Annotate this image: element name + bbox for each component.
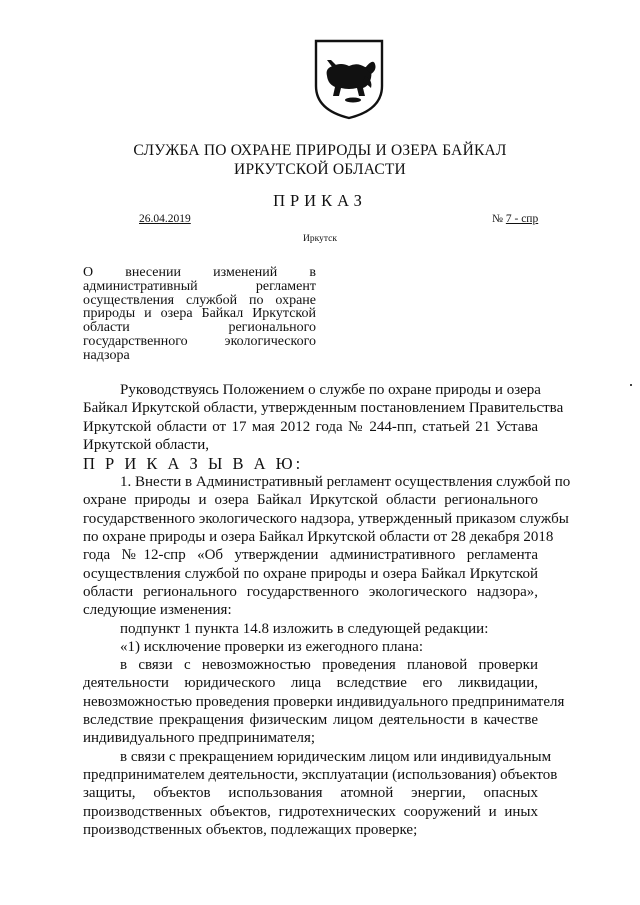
number-value: 7 - спр: [505, 213, 539, 225]
preamble-line: Руководствуясь Положением о службе по охране природы и озера: [120, 382, 541, 398]
subject-line: осуществления службой по охране: [83, 292, 316, 308]
paragraph-b-line: предпринимателем деятельности, эксплуатации (использования) объектов: [83, 766, 558, 783]
subpoint-line: подпункт 1 пункта 14.8 изложить в следующей редакции:: [120, 620, 489, 637]
paragraph-b-line: производственных объектов, гидротехнических сооружений и иных: [83, 803, 538, 820]
subject-line: административный регламент: [83, 278, 316, 294]
coat-of-arms-icon: [313, 38, 385, 120]
subpoint-line: «1) исключение проверки из ежегодного плана:: [120, 638, 423, 655]
preamble-line: Иркутской области,: [83, 436, 209, 453]
document-type-title: ПРИКАЗ: [273, 191, 367, 210]
order-word: П Р И К А З Ы В А Ю:: [83, 454, 304, 474]
subject-line: государственного экологического: [83, 333, 316, 349]
preamble-line: Иркутской области от 17 мая 2012 года № 244-пп, статьей 21 Устава: [83, 418, 538, 435]
document-number: [492, 213, 538, 225]
paragraph-b-line: в связи с прекращением юридическим лицом или индивидуальным: [120, 748, 552, 765]
item1-line: охране природы и озера Байкал Иркутской области регионального: [83, 492, 538, 509]
document-body: [83, 381, 571, 839]
paragraph-a-line: вследствие прекращения физическим лицом деятельности в качестве: [83, 712, 538, 729]
paragraph-a-line: деятельности юридического лица вследствие его ликвидации,: [83, 675, 538, 692]
item1-line: года №12-спр «Об утверждении административного регламента: [83, 547, 538, 564]
organization-name-line2: ИРКУТСКОЙ ОБЛАСТИ: [234, 161, 406, 178]
paragraph-a-line: невозможностью проведения проверки индивидуального предпринимателя: [83, 693, 565, 710]
item1-line: 1. Внести в Административный регламент осуществления службой по: [120, 474, 571, 491]
paragraph-a-line: в связи с невозможностью проведения плановой проверки: [120, 657, 538, 674]
item1-line: по охране природы и озера Байкал Иркутской области от 28 декабря 2018: [83, 529, 554, 546]
document-date: 26.04.2019: [139, 213, 191, 225]
paragraph-a-line: индивидуального предпринимателя;: [83, 730, 316, 747]
paragraph-b-line: производственных объектов, подлежащих проверке;: [83, 821, 418, 838]
subject-line: О внесении изменений в: [83, 265, 316, 280]
preamble-line: Байкал Иркутской области, утвержденным постановлением Правительства: [83, 400, 564, 417]
document-city: Иркутск: [303, 234, 337, 244]
number-prefix: №: [492, 213, 503, 225]
subject-line: природы и озера Байкал Иркутской: [83, 306, 316, 322]
item1-line: осуществления службой по охране природы и озера Байкал Иркутской: [83, 565, 538, 582]
subject-line: области регионального: [83, 320, 316, 336]
scan-speck: [630, 384, 632, 386]
paragraph-b-line: защиты, объектов использования атомной энергии, опасных: [83, 785, 538, 802]
item1-line: государственного экологического надзора, утвержденный приказом службы: [83, 510, 569, 527]
subject-line: надзора: [83, 347, 130, 363]
item1-line: следующие изменения:: [83, 602, 232, 619]
organization-name-line1: СЛУЖБА ПО ОХРАНЕ ПРИРОДЫ И ОЗЕРА БАЙКАЛ: [133, 142, 507, 159]
item1-line: области регионального государственного экологического надзора»,: [83, 583, 538, 600]
document-subject: [83, 266, 316, 363]
